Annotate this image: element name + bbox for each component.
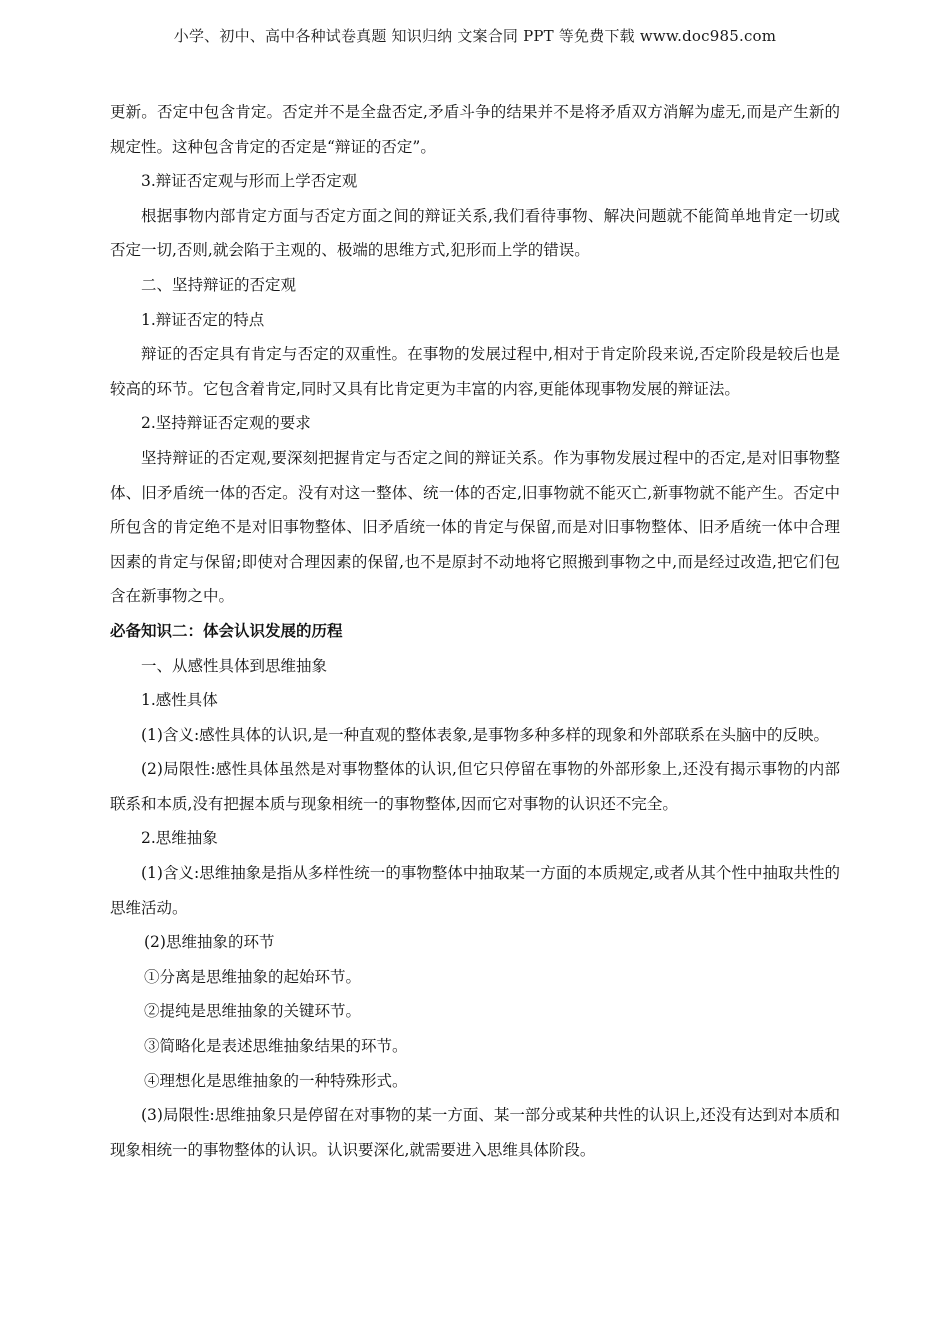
stage-1: ①分离是思维抽象的起始环节。 [144,967,362,986]
item-limitation: (3)局限性:思维抽象只是停留在对事物的某一方面、某一部分或某种共性的认识上,还没有达到对本质和现象相统一的事物整体的认识。认识要深化,就需要进入思维具体阶段。 [110,1106,840,1159]
heading-2-requirements: 2.坚持辩证否定观的要求 [141,414,311,433]
document-body [110,95,840,1167]
heading-1-perceptual-concrete: 1.感性具体 [141,691,218,710]
section-heading-1: 一、从感性具体到思维抽象 [141,656,328,675]
stage-2: ②提纯是思维抽象的关键环节。 [144,1002,362,1021]
item-limitation: (2)局限性:感性具体虽然是对事物整体的认识,但它只停留在事物的外部形象上,还没有揭示事物的内部联系和本质,没有把握本质与现象相统一的事物整体,因而它对事物的认识还不完全。 [110,760,840,813]
section-heading-2: 二、坚持辩证的否定观 [141,275,297,294]
paragraph: 根据事物内部肯定方面与否定方面之间的辩证关系,我们看待事物、解决问题就不能简单地肯定一切或否定一切,否则,就会陷于主观的、极端的思维方式,犯形而上学的错误。 [110,206,840,260]
item-meaning: (1)含义:感性具体的认识,是一种直观的整体表象,是事物多种多样的现象和外部联系在头脑中的反映。 [141,725,830,744]
paragraph: 辩证的否定具有肯定与否定的双重性。在事物的发展过程中,相对于肯定阶段来说,否定阶段是较后也是较高的环节。它包含着肯定,同时又具有比肯定更为丰富的内容,更能体现事物发展的辩证法。 [110,345,840,398]
heading-1-features: 1.辩证否定的特点 [141,310,265,329]
heading-2-abstraction: 2.思维抽象 [141,829,218,848]
paragraph-continuation: 更新。否定中包含肯定。否定并不是全盘否定,矛盾斗争的结果并不是将矛盾双方消解为虚无,而是产生新的规定性。这种包含肯定的否定是“辩证的否定”。 [110,103,840,156]
stage-4: ④理想化是思维抽象的一种特殊形式。 [144,1071,408,1090]
item-meaning: (1)含义:思维抽象是指从多样性统一的事物整体中抽取某一方面的本质规定,或者从其个性中抽取共性的思维活动。 [110,864,840,917]
page-header: 小学、初中、高中各种试卷真题 知识归纳 文案合同 PPT 等免费下载 www.doc985.com [173,27,777,45]
item-stages: (2)思维抽象的环节 [144,933,275,952]
paragraph: 坚持辩证的否定观,要深刻把握肯定与否定之间的辩证关系。作为事物发展过程中的否定,是对旧事物整体、旧矛盾统一体的否定。没有对这一整体、统一体的否定,旧事物就不能灭亡,新事物就不能产生。否定中所包含的肯定绝不是对旧事物整体、旧矛盾统一体的肯定与保留,而是对旧事物整体、旧矛盾统一体中合理因素的肯定与保留;即使对合理因素的保留,也不是原封不动地将它照搬到事物之中,而是经过改造,把它们包含在新事物之中。 [110,448,840,606]
heading-3-dialectical-vs-metaphysical: 3.辩证否定观与形而上学否定观 [141,172,358,191]
knowledge-heading: 必备知识二：体会认识发展的历程 [110,620,343,640]
stage-3: ③简略化是表述思维抽象结果的环节。 [144,1037,408,1056]
